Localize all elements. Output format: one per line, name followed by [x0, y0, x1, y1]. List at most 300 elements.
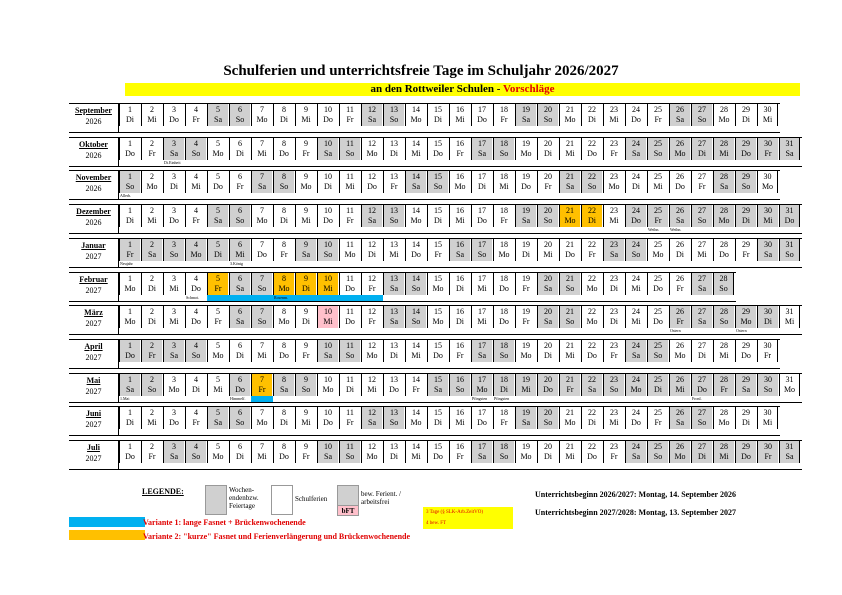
weekday-label: Mi — [784, 317, 795, 327]
day-cell — [405, 441, 426, 463]
day-cell — [163, 239, 184, 261]
day-number: 6 — [238, 206, 242, 216]
day-cell — [405, 306, 426, 328]
day-cell — [141, 407, 162, 429]
day-number: 18 — [500, 408, 508, 418]
day-cell — [119, 441, 140, 463]
weekday-label: So — [543, 216, 553, 226]
weekday-label: Mi — [719, 350, 729, 360]
day-cell — [449, 306, 470, 328]
day-number: 9 — [304, 340, 308, 350]
weekday-label: So — [653, 148, 663, 158]
day-number: 28 — [720, 442, 728, 451]
day-number: 7 — [260, 239, 264, 249]
day-cell — [273, 340, 294, 362]
day-cell — [515, 239, 536, 261]
day-number: 10 — [324, 206, 332, 216]
day-number: 25 — [654, 206, 662, 216]
weekday-label: Mi — [543, 249, 553, 259]
day-cell — [251, 306, 272, 328]
day-number: 13 — [390, 172, 398, 182]
day-cell — [757, 205, 778, 227]
day-number: 20 — [544, 105, 552, 114]
day-cell — [361, 441, 382, 463]
day-cell — [559, 441, 580, 463]
day-number: 11 — [346, 273, 354, 283]
day-cell — [119, 239, 140, 261]
day-cell — [625, 239, 646, 261]
day-cell — [295, 441, 316, 463]
day-number: 3 — [172, 273, 176, 283]
weekday-label: Mo — [256, 418, 268, 428]
day-cell — [449, 340, 470, 362]
day-cell — [779, 374, 800, 396]
day-number: 12 — [368, 374, 376, 384]
day-number: 13 — [390, 206, 398, 216]
month-label — [69, 374, 119, 402]
day-number: 21 — [566, 172, 574, 182]
day-cell — [603, 239, 624, 261]
weekday-label: Mi — [455, 216, 465, 226]
day-number: 10 — [324, 408, 332, 418]
weekday-label: Fr — [302, 452, 310, 461]
day-number: 11 — [346, 206, 354, 216]
weekday-label: Di — [280, 115, 288, 124]
day-cell — [691, 407, 712, 429]
day-number: 6 — [238, 408, 242, 418]
day-cell — [295, 205, 316, 227]
month-row — [69, 238, 802, 268]
month-label — [69, 407, 119, 435]
weekday-label: Di — [544, 148, 552, 158]
day-cell — [427, 273, 448, 295]
day-cell — [119, 306, 140, 328]
day-number: 27 — [698, 408, 706, 418]
day-cell — [471, 374, 492, 396]
day-cell — [405, 273, 426, 295]
day-cell — [383, 205, 404, 227]
day-number: 9 — [304, 206, 308, 216]
day-number: 14 — [412, 374, 420, 384]
holiday-note: Rosenm. — [274, 294, 289, 300]
day-cell — [449, 104, 470, 126]
day-cell — [317, 205, 338, 227]
day-cell — [647, 138, 668, 160]
day-number: 27 — [698, 172, 706, 182]
weekday-label: Mo — [564, 216, 576, 226]
day-number: 15 — [434, 105, 442, 114]
day-number: 19 — [522, 172, 530, 182]
weekday-label: Do — [741, 452, 751, 461]
weekday-label: Mi — [697, 249, 707, 259]
weekday-label: Mo — [740, 317, 752, 327]
weekday-label: Mi — [169, 283, 179, 293]
day-cell — [317, 138, 338, 160]
day-number: 7 — [260, 442, 264, 451]
day-number: 1 — [128, 408, 132, 418]
day-number: 21 — [566, 408, 574, 418]
month-row — [69, 406, 780, 436]
day-number: 5 — [216, 408, 220, 418]
weekday-label: Do — [741, 148, 751, 158]
day-number: 2 — [150, 307, 154, 317]
weekday-label: Do — [323, 216, 333, 226]
day-number: 21 — [566, 340, 574, 350]
day-number: 12 — [368, 307, 376, 317]
weekday-label: Mi — [257, 452, 267, 461]
day-number: 3 — [172, 442, 176, 451]
day-cell — [493, 441, 514, 463]
day-number: 24 — [632, 206, 640, 216]
legend-bft-label: bew. Ferient. / arbeitsfrei — [361, 490, 401, 506]
day-cell — [735, 171, 756, 193]
day-number: 16 — [456, 138, 464, 148]
day-cell — [779, 306, 800, 328]
weekday-label: Do — [719, 249, 729, 259]
weekday-label: Fr — [192, 418, 200, 428]
day-cell — [713, 138, 734, 160]
day-cell — [713, 306, 734, 328]
day-number: 4 — [194, 374, 198, 384]
day-number: 30 — [763, 172, 772, 182]
weekday-label: Sa — [390, 317, 398, 327]
weekday-label: Do — [433, 350, 443, 360]
month-label — [69, 273, 119, 301]
day-number: 25 — [654, 340, 662, 350]
day-number: 30 — [764, 307, 772, 317]
day-number: 27 — [698, 340, 706, 350]
day-cell — [141, 138, 162, 160]
day-number: 26 — [676, 105, 684, 114]
weekday-label: So — [389, 418, 399, 428]
day-cell — [735, 340, 756, 362]
weekday-label: Di — [148, 283, 156, 293]
day-number: 28 — [720, 239, 728, 249]
day-number: 5 — [216, 239, 220, 249]
day-cell — [427, 171, 448, 193]
day-cell — [163, 407, 184, 429]
day-number: 19 — [522, 307, 530, 317]
day-cell — [691, 104, 712, 126]
day-cell — [273, 374, 294, 396]
weekday-label: Sa — [632, 350, 640, 360]
day-number: 22 — [588, 138, 596, 148]
day-cell — [383, 273, 404, 295]
day-number: 11 — [346, 340, 354, 350]
day-cell — [515, 407, 536, 429]
day-cell — [251, 104, 272, 126]
weekday-label: Mo — [476, 384, 488, 394]
day-number: 28 — [720, 105, 728, 114]
weekday-label: Mi — [147, 418, 157, 428]
day-cell — [383, 407, 404, 429]
day-number: 5 — [216, 374, 220, 384]
day-cell — [603, 205, 624, 227]
weekday-label: Fr — [676, 317, 684, 327]
day-cell — [581, 104, 602, 126]
day-cell — [163, 104, 184, 126]
weekday-label: Sa — [280, 384, 288, 394]
day-number: 14 — [412, 340, 420, 350]
day-number: 16 — [456, 340, 464, 350]
day-cell — [361, 374, 382, 396]
day-number: 31 — [785, 374, 794, 384]
day-number: 12 — [368, 340, 376, 350]
day-cell — [251, 441, 272, 463]
weekday-label: Mo — [278, 283, 290, 293]
weekday-label: Sa — [698, 317, 706, 327]
day-number: 19 — [522, 340, 530, 350]
weekday-label: Mo — [124, 283, 136, 293]
day-number: 22 — [588, 408, 596, 418]
day-number: 1 — [128, 374, 132, 384]
day-number: 26 — [676, 340, 684, 350]
weekday-label: Sa — [456, 249, 464, 259]
day-number: 25 — [654, 408, 662, 418]
day-cell — [647, 407, 668, 429]
day-number: 18 — [500, 206, 508, 216]
day-cell — [449, 407, 470, 429]
day-number: 3 — [172, 340, 176, 350]
day-number: 6 — [238, 273, 242, 283]
weekday-label: Mo — [761, 182, 774, 192]
day-number: 19 — [522, 239, 530, 249]
day-cell — [559, 273, 580, 295]
day-cell — [295, 273, 316, 295]
day-cell — [559, 306, 580, 328]
day-cell — [163, 374, 184, 396]
variant2-swatch — [69, 530, 145, 540]
weekday-label: So — [235, 115, 245, 124]
day-number: 13 — [390, 273, 398, 283]
day-number: 29 — [742, 442, 750, 451]
day-number: 23 — [610, 105, 618, 114]
variant1-stripe — [317, 295, 339, 301]
weekday-label: Sa — [214, 216, 222, 226]
day-number: 2 — [150, 105, 154, 114]
day-number: 16 — [456, 408, 464, 418]
weekday-label: Fr — [456, 148, 464, 158]
weekday-label: Mo — [124, 317, 136, 327]
day-cell — [339, 340, 360, 362]
day-cell — [713, 239, 734, 261]
day-number: 15 — [434, 206, 442, 216]
day-number: 18 — [500, 307, 508, 317]
day-number: 30 — [764, 239, 772, 249]
weekday-label: Do — [279, 452, 289, 461]
day-cell — [207, 171, 228, 193]
day-number: 13 — [390, 239, 398, 249]
weekday-label: So — [191, 350, 201, 360]
day-cell — [757, 441, 778, 463]
day-cell — [515, 138, 536, 160]
day-number: 7 — [260, 206, 264, 216]
day-cell — [647, 171, 668, 193]
day-number: 2 — [150, 273, 154, 283]
weekday-label: Mi — [455, 115, 465, 124]
weekday-label: Mo — [212, 452, 224, 461]
weekday-label: Fr — [544, 182, 552, 192]
day-cell — [581, 306, 602, 328]
day-cell — [669, 374, 690, 396]
day-cell — [515, 374, 536, 396]
weekday-label: Sa — [236, 283, 244, 293]
day-cell — [493, 104, 514, 126]
day-number: 18 — [500, 374, 508, 384]
day-number: 31 — [785, 307, 794, 317]
day-number: 20 — [544, 442, 552, 451]
weekday-label: Do — [499, 317, 509, 327]
day-cell — [185, 205, 206, 227]
day-cell — [713, 205, 734, 227]
day-cell — [405, 239, 426, 261]
weekday-label: Mi — [411, 452, 421, 461]
day-number: 4 — [194, 138, 198, 148]
weekday-label: Di — [192, 384, 200, 394]
weekday-label: Fr — [566, 384, 574, 394]
weekday-label: Sa — [324, 350, 332, 360]
day-cell — [713, 104, 734, 126]
day-number: 26 — [676, 408, 684, 418]
weekday-label: Fr — [302, 350, 310, 360]
day-number: 13 — [390, 340, 398, 350]
weekday-label: Di — [500, 384, 508, 394]
day-cell — [625, 171, 646, 193]
weekday-label: Mo — [366, 452, 378, 461]
day-cell — [779, 239, 800, 261]
day-cell — [185, 104, 206, 126]
day-cell — [625, 407, 646, 429]
day-cell — [207, 273, 228, 295]
month-row — [69, 137, 802, 167]
day-cell — [119, 374, 140, 396]
day-number: 29 — [742, 206, 750, 216]
day-number: 13 — [390, 307, 398, 317]
day-cell — [559, 205, 580, 227]
day-cell — [449, 374, 470, 396]
day-number: 11 — [346, 408, 354, 418]
day-number: 19 — [522, 138, 530, 148]
day-number: 28 — [720, 172, 728, 182]
weekday-label: Mi — [411, 350, 421, 360]
weekday-label: Mo — [652, 249, 664, 259]
day-cell — [119, 104, 140, 126]
day-cell — [559, 239, 580, 261]
day-cell — [317, 171, 338, 193]
weekday-label: Do — [587, 452, 597, 461]
weekday-label: Mo — [278, 317, 290, 327]
day-number: 2 — [150, 206, 154, 216]
day-cell — [427, 205, 448, 227]
day-cell — [207, 104, 228, 126]
day-cell — [471, 441, 492, 463]
day-number: 23 — [610, 340, 618, 350]
day-number: 2 — [150, 340, 154, 350]
day-number: 19 — [522, 408, 530, 418]
day-number: 20 — [544, 206, 552, 216]
weekday-label: Do — [191, 317, 201, 327]
weekday-label: Mo — [674, 452, 686, 461]
day-cell — [647, 441, 668, 463]
weekday-label: Sa — [698, 283, 706, 293]
weekday-label: Di — [588, 418, 596, 428]
day-cell — [163, 171, 184, 193]
weekday-label: Di — [434, 216, 442, 226]
day-number: 30 — [763, 340, 772, 350]
day-cell — [339, 306, 360, 328]
day-cell — [229, 138, 250, 160]
weekday-label: So — [697, 115, 707, 124]
month-row — [69, 103, 780, 133]
weekday-label: Mo — [718, 216, 730, 226]
weekday-label: So — [323, 249, 333, 259]
day-cell — [757, 306, 778, 328]
day-number: 17 — [478, 172, 486, 182]
day-number: 24 — [632, 239, 640, 249]
weekday-label: So — [411, 283, 421, 293]
day-cell — [405, 407, 426, 429]
day-cell — [317, 273, 338, 295]
day-number: 1 — [128, 340, 132, 350]
weekday-label: Di — [610, 317, 618, 327]
day-cell — [207, 441, 228, 463]
weekday-label: Sa — [522, 418, 530, 428]
weekday-label: So — [389, 115, 399, 124]
weekday-label: Mi — [169, 317, 179, 327]
day-number: 8 — [282, 105, 286, 114]
day-cell — [229, 239, 250, 261]
day-cell — [625, 104, 646, 126]
weekday-label: Mo — [718, 418, 730, 428]
day-cell — [273, 239, 294, 261]
weekday-label: Sa — [170, 452, 178, 461]
day-number: 12 — [368, 172, 376, 182]
day-cell — [493, 407, 514, 429]
weekday-label: Fr — [346, 216, 354, 226]
day-cell — [141, 273, 162, 295]
day-number: 14 — [412, 206, 420, 216]
day-number: 18 — [500, 172, 508, 182]
day-number: 3 — [172, 206, 176, 216]
weekday-label: So — [279, 182, 289, 192]
weekday-label: So — [785, 249, 794, 259]
weekday-label: Sa — [412, 182, 420, 192]
day-number: 2 — [150, 138, 154, 148]
weekday-label: So — [741, 182, 751, 192]
day-number: 11 — [346, 239, 354, 249]
day-number: 19 — [522, 273, 530, 283]
day-cell — [537, 138, 558, 160]
legend-holiday-label: Schulferien — [295, 495, 328, 503]
day-cell — [471, 138, 492, 160]
day-cell — [405, 374, 426, 396]
day-number: 23 — [610, 273, 618, 283]
day-number: 14 — [412, 138, 420, 148]
day-cell — [581, 205, 602, 227]
day-number: 23 — [610, 138, 618, 148]
weekday-label: So — [499, 148, 509, 158]
day-number: 10 — [324, 172, 332, 182]
day-cell — [251, 205, 272, 227]
day-cell — [405, 104, 426, 126]
weekday-label: Mo — [674, 148, 686, 158]
month-name: Juli — [87, 443, 100, 452]
weekday-label: Do — [191, 283, 201, 293]
weekday-label: Di — [390, 350, 398, 360]
day-number: 14 — [412, 172, 420, 182]
day-number: 26 — [676, 442, 684, 451]
weekday-label: Mi — [499, 182, 509, 192]
